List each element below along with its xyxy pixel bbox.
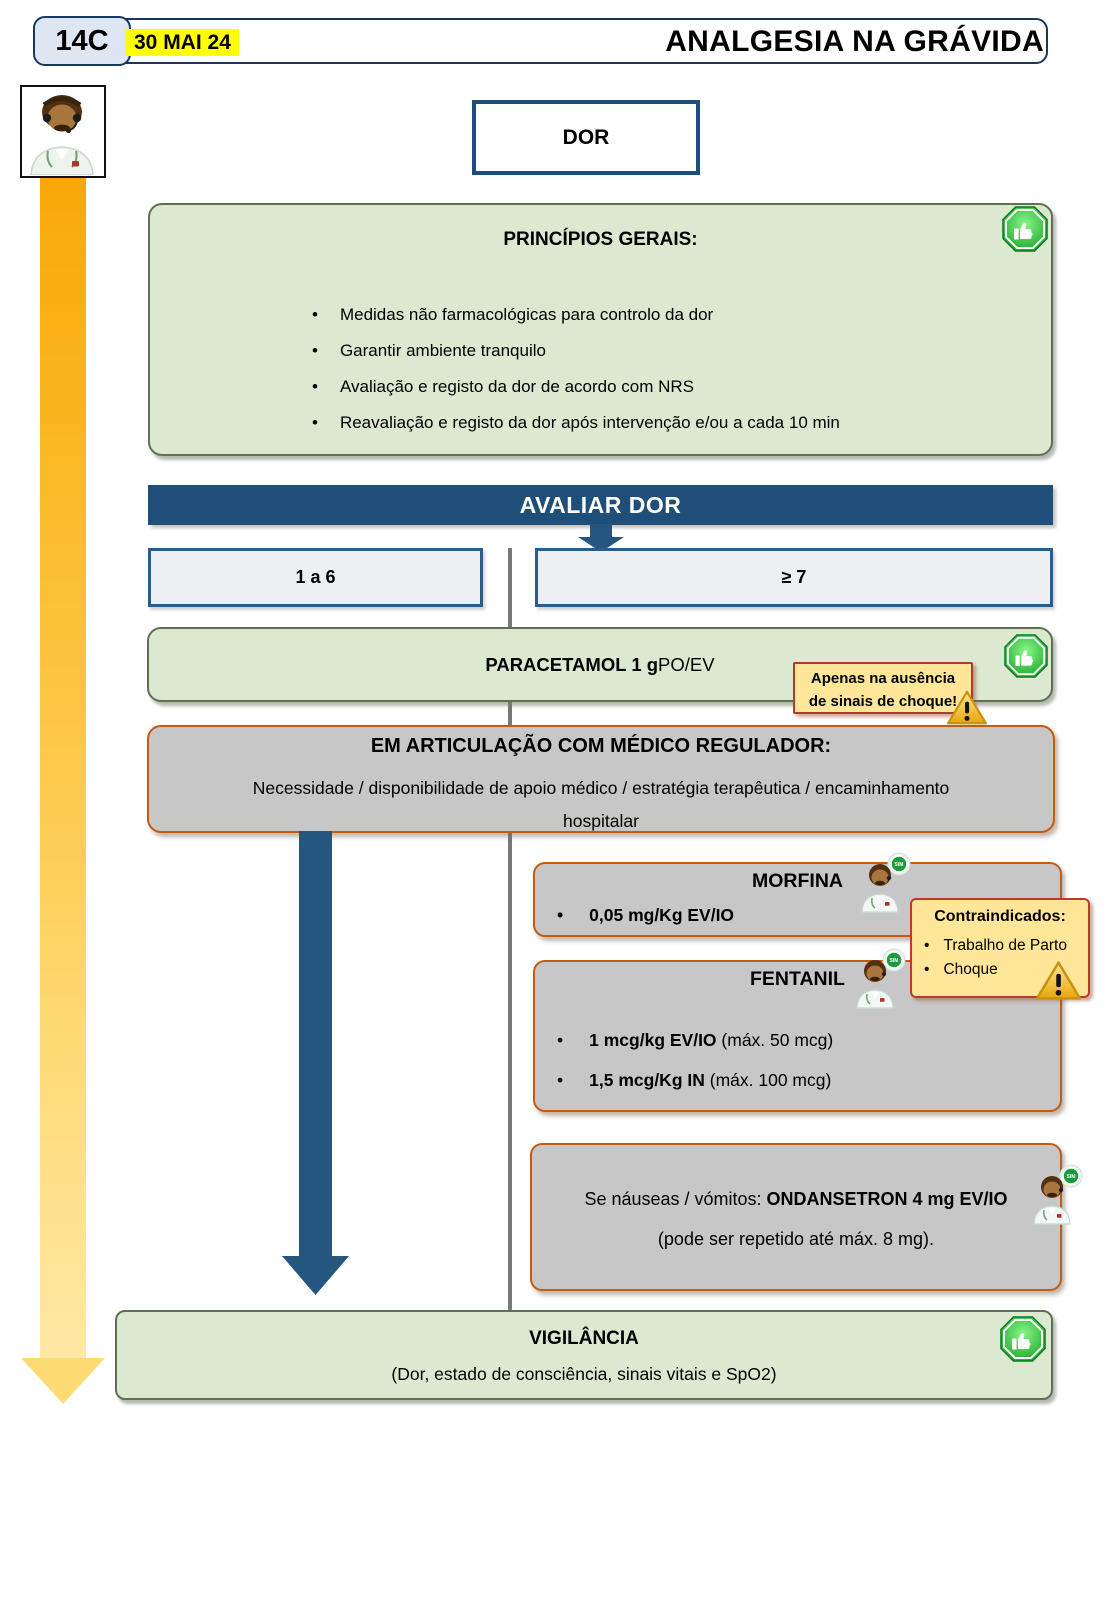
protocol-date: 30 MAI 24 — [126, 29, 239, 56]
list-item: • Garantir ambiente tranquilo — [312, 333, 1021, 369]
list-item: • Reavaliação e registo da dor após intervenção e/ou a cada 10 min — [312, 405, 1021, 441]
warning-triangle-icon — [1035, 960, 1082, 1002]
principios-title: PRINCÍPIOS GERAIS: — [503, 229, 698, 250]
timeline-arrow-shaft — [40, 95, 86, 1360]
drug-dose: ONDANSETRON 4 mg EV/IO — [766, 1189, 1008, 1209]
flow-arrow-shaft — [299, 831, 332, 1256]
timeline-arrow-head — [21, 1358, 105, 1404]
thumbs-up-icon — [1004, 634, 1048, 678]
principios-list — [312, 297, 1021, 441]
vigilancia-box — [115, 1310, 1053, 1400]
down-arrow — [590, 524, 612, 537]
protocol-code: 14C — [33, 16, 131, 66]
fentanil-dose — [557, 1070, 831, 1091]
branch-score-ge7: ≥ 7 — [535, 548, 1053, 607]
list-item: • Trabalho de Parto — [924, 934, 1067, 958]
vigilancia-title: VIGILÂNCIA — [529, 1328, 639, 1349]
ondansetron-text — [532, 1189, 1060, 1210]
ondansetron-box — [530, 1143, 1062, 1291]
contraindications-title: Contraindicados: — [934, 908, 1066, 925]
thumbs-up-icon — [1000, 1316, 1046, 1362]
morfina-title: MORFINA — [752, 870, 843, 892]
list-item: • Choque — [924, 958, 1067, 982]
principios-gerais-box — [148, 203, 1053, 456]
page-title: ANALGESIA NA GRÁVIDA — [665, 25, 1044, 58]
drug-route: PO/EV — [658, 653, 715, 675]
articulacao-text: Necessidade / disponibilidade de apoio médico / estratégia terapêutica / encaminhamento — [252, 778, 950, 798]
dose-max: (máx. 100 mcg) — [704, 1070, 832, 1090]
dose-value: 1,5 mcg/Kg IN — [589, 1070, 705, 1090]
warning-triangle-icon — [945, 690, 989, 726]
dose-max: (máx. 50 mcg) — [716, 1030, 834, 1050]
articulacao-title: EM ARTICULAÇÃO COM MÉDICO REGULADOR: — [370, 735, 832, 757]
note-line: Apenas na ausência — [810, 670, 956, 687]
medico-regulador-box — [147, 725, 1055, 833]
note-line: de sinais de choque! — [808, 693, 958, 711]
morfina-dose: • 0,05 mg/Kg EV/IO — [557, 905, 734, 926]
articulacao-text: hospitalar — [563, 811, 639, 831]
list-item: • Medidas não farmacológicas para controlo da dor — [312, 297, 1021, 333]
avaliar-dor-banner: AVALIAR DOR — [148, 485, 1053, 525]
condition-text: Se náuseas / vómitos: — [584, 1189, 767, 1209]
list-item: • Avaliação e registo da dor de acordo com NRS — [312, 369, 1021, 405]
ondansetron-repeat: (pode ser repetido até máx. 8 mg). — [657, 1229, 935, 1249]
svg-text:SIM: SIM — [1066, 1174, 1076, 1180]
doctor-sim-icon — [858, 852, 912, 914]
dor-node: DOR — [472, 100, 700, 175]
doctor-sim-icon — [853, 948, 907, 1010]
branch-score-1-6: 1 a 6 — [148, 548, 483, 607]
doctor-avatar-frame — [20, 85, 106, 178]
thumbs-up-icon — [1002, 206, 1048, 252]
drug-dose: PARACETAMOL 1 g — [485, 653, 659, 675]
fentanil-title: FENTANIL — [750, 968, 845, 990]
flow-arrow-head — [282, 1256, 349, 1295]
doctor-sim-icon — [1030, 1164, 1084, 1226]
vigilancia-subtitle: (Dor, estado de consciência, sinais vitais e SpO2) — [391, 1364, 777, 1384]
doctor-avatar-icon — [22, 162, 103, 179]
dose-value: 1 mcg/kg EV/IO — [589, 1030, 717, 1050]
fentanil-dose — [557, 1030, 833, 1051]
svg-text:SIM: SIM — [889, 958, 899, 964]
svg-text:SIM: SIM — [894, 862, 904, 868]
